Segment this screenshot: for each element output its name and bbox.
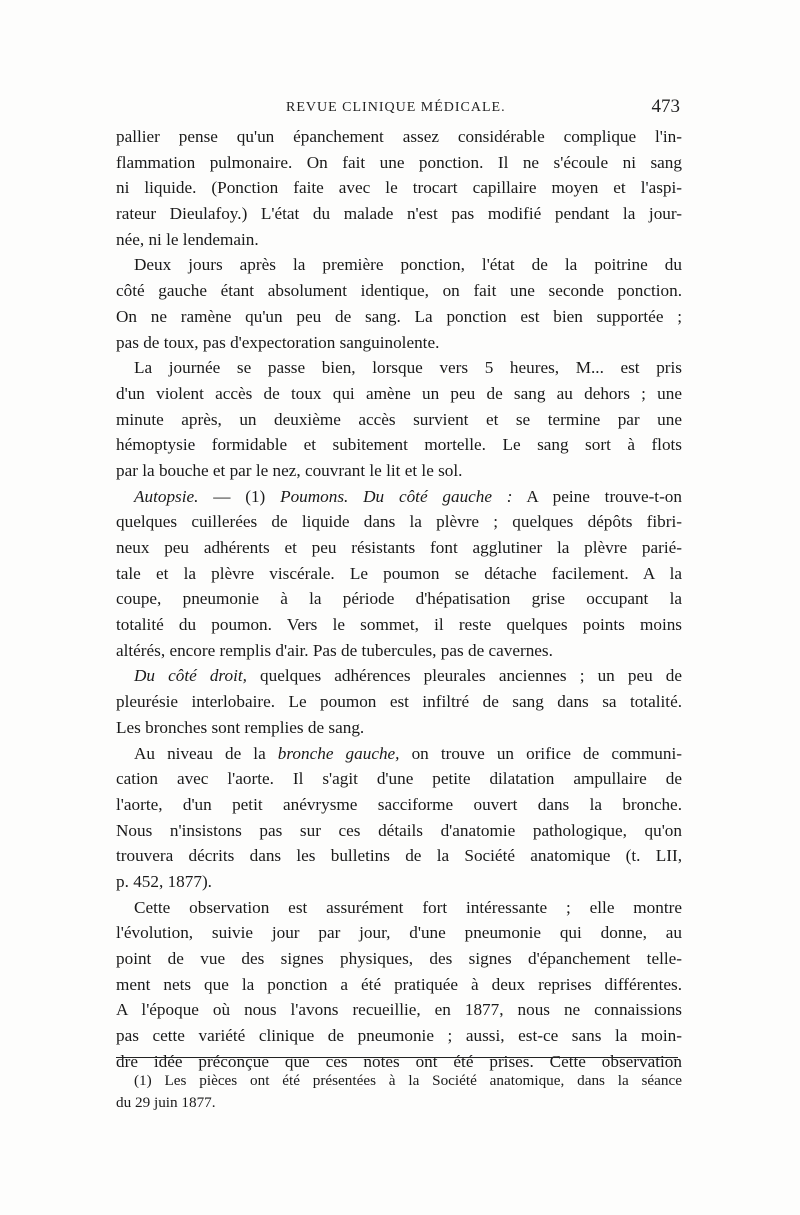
text-line: cation avec l'aorte. Il s'agit d'une petite dilatation ampullaire de	[116, 769, 682, 789]
autopsie-heading: Autopsie.	[134, 486, 199, 506]
footnote	[116, 1070, 682, 1114]
text-line: pas cette variété clinique de pneumonie ; aussi, est-ce sans la moin-	[116, 1026, 682, 1046]
text-line: pas de toux, pas d'expectoration sanguinolente.	[116, 332, 440, 352]
text-line: altérés, encore remplis d'air. Pas de tubercules, pas de cavernes.	[116, 640, 553, 660]
text-line: totalité du poumon. Vers le sommet, il reste quelques points moins	[116, 615, 682, 635]
running-title: REVUE CLINIQUE MÉDICALE.	[286, 100, 506, 115]
text-line: minute après, un deuxième accès survient et se termine par une	[116, 409, 682, 429]
section-heading-left-lung: Poumons. Du côté gauche :	[280, 486, 513, 506]
text-line: côté gauche étant absolument identique, on fait une seconde ponction.	[116, 281, 682, 301]
page-header	[116, 96, 680, 124]
footnote-ref: — (1)	[198, 486, 281, 506]
text-line: Cette observation est assurément fort intéressante ; elle montre	[134, 897, 682, 917]
text-line: hémoptysie formidable et subitement mortelle. Le sang sort à flots	[116, 435, 682, 455]
text-line: point de vue des signes physiques, des signes d'épanchement telle-	[116, 949, 682, 968]
text-line: pleurésie interlobaire. Le poumon est infiltré de sang dans sa totalité.	[116, 692, 682, 712]
text-line: par la bouche et par le nez, couvrant le lit et le sol.	[116, 460, 463, 480]
text-line: Les bronches sont remplies de sang.	[116, 717, 365, 737]
page-number: 473	[651, 96, 680, 117]
text-line: coupe, pneumonie à la période d'hépatisation grise occupant la	[116, 589, 682, 609]
text-line: neux peu adhérents et peu résistants font agglutiner la plèvre parié-	[116, 538, 682, 557]
text-line	[116, 484, 682, 510]
text-line: pallier pense qu'un épanchement assez considérable complique l'in-	[116, 127, 682, 146]
text-line	[116, 741, 682, 767]
footnote-rule	[116, 1057, 678, 1058]
text-line: rateur Dieulafoy.) L'état du malade n'est pas modifié pendant la jour-	[116, 204, 682, 224]
text-line: p. 452, 1877).	[116, 871, 212, 891]
footnote-line: du 29 juin 1877.	[116, 1094, 216, 1111]
section-heading-right-side: Du côté droit,	[134, 666, 247, 686]
text-line: quelques cuillerées de liquide dans la plèvre ; quelques dépôts fibri-	[116, 512, 682, 532]
footnote-line: (1) Les pièces ont été présentées à la Société anatomique, dans la séance	[134, 1072, 682, 1089]
text-run: quelques adhérences pleurales anciennes ; un peu de	[246, 666, 682, 686]
text-line: trouvera décrits dans les bulletins de la Société anatomique (t. LII,	[116, 846, 682, 866]
text-run: Au niveau de la	[134, 743, 278, 763]
text-line: Nous n'insistons pas sur ces détails d'anatomie pathologique, qu'on	[116, 820, 682, 840]
text-line: dre idée préconçue que ces notes ont été prises. Cette observation	[116, 1051, 682, 1071]
text-line: l'évolution, suivie jour par jour, d'une pneumonie qui donne, au	[116, 923, 682, 943]
text-line: ni liquide. (Ponction faite avec le trocart capillaire moyen et l'aspi-	[116, 178, 682, 198]
text-line: d'un violent accès de toux qui amène un peu de sang au dehors ; une	[116, 383, 682, 403]
italic-term: bronche gauche,	[277, 743, 400, 763]
text-line: née, ni le lendemain.	[116, 229, 259, 249]
text-line: La journée se passe bien, lorsque vers 5 heures, M... est pris	[134, 358, 682, 378]
text-line: tale et la plèvre viscérale. Le poumon se détache facilement. A la	[116, 563, 682, 583]
text-run: on trouve un orifice de communi-	[399, 743, 682, 763]
text-line: Deux jours après la première ponction, l'état de la poitrine du	[134, 255, 682, 275]
text-line: A l'époque où nous l'avons recueillie, en 1877, nous ne connaissions	[116, 1000, 682, 1020]
text-line: ment nets que la ponction a été pratiquée à deux reprises différentes.	[116, 974, 682, 994]
text-run: A peine trouve-t-on	[512, 486, 682, 506]
text-line: flammation pulmonaire. On fait une ponction. Il ne s'écoule ni sang	[116, 152, 682, 172]
text-line: On ne ramène qu'un peu de sang. La ponction est bien supportée ;	[116, 306, 682, 326]
text-line	[116, 663, 682, 689]
text-line: l'aorte, d'un petit anévrysme sacciforme ouvert dans la bronche.	[116, 794, 682, 814]
body-text	[116, 124, 682, 1074]
